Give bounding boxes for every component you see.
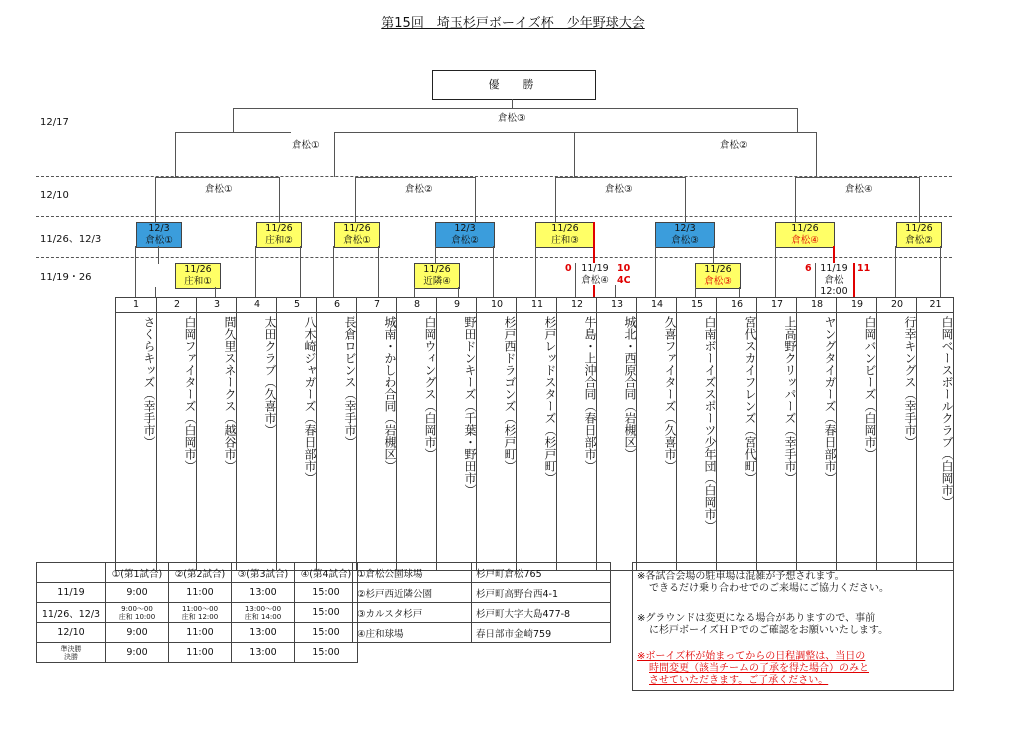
round-label-r32: 11/19・26 [40, 272, 92, 283]
team-column: 3 間久里スネークス（越谷市） [196, 298, 237, 570]
team-column: 16 宮代スカイフレンズ（宮代町） [716, 298, 757, 570]
notes-box: ※各試合会場の駐車場は混雑が予想されます。 できるだけ乗り合わせでのご来場にご協力ください。 ※グラウンドは変更になる場合がありますので、事前 に杉戸ボーイズＨＰでのご確認をお願いいたします。 ※ボーイズ杯が始まってからの日程調整は、当日の 時間変更（該当チームの了承を得た場合）のみと させていただきます。ご了承ください。 [632, 562, 954, 691]
r32-match-2: 11/26 近隣④ [414, 263, 460, 289]
team-column: 19 白岡バンビーズ（白岡市） [836, 298, 877, 570]
r32-match-1: 11/26 庄和① [175, 263, 221, 289]
team-column: 2 白岡ファイターズ（白岡市） [156, 298, 197, 570]
team-column: 11 杉戸レッドスターズ（杉戸町） [516, 298, 557, 570]
team-table [115, 297, 954, 571]
r16-match-2: 11/26 庄和② [256, 222, 302, 248]
venue-table: ①倉松公園球場 杉戸町倉松765 ②杉戸西近隣公園 杉戸町高野台西4-1 ③カルスタ杉戸 杉戸町大字大島477-8 ④庄和球場 春日部市金崎759 [352, 562, 611, 643]
team-column: 12 牛島・上沖合同（春日部市） [556, 298, 597, 570]
r16-match-7: 11/26 倉松④ [775, 222, 835, 248]
team-column: 8 白岡ウィングス（白岡市） [396, 298, 437, 570]
score-12: 0 [565, 263, 572, 274]
r32-match-4: 11/26 倉松③ [695, 263, 741, 289]
score-note: 4C [617, 275, 631, 286]
qf-venue-4: 倉松④ [845, 184, 873, 195]
team-column: 5 八木崎ジャガーズ（春日部市） [276, 298, 317, 570]
qf-venue-2: 倉松② [405, 184, 433, 195]
team-column: 15 白南ボーイズスポーツ少年団（白岡市） [676, 298, 717, 570]
r16-match-1: 12/3 倉松① [136, 222, 182, 248]
r16-match-3: 11/26 倉松① [334, 222, 380, 248]
team-column: 17 上高野クリッパーズ（幸手市） [756, 298, 797, 570]
team-column: 7 城南・かしわ合同（岩槻区） [356, 298, 397, 570]
r16-match-5: 11/26 庄和③ [535, 222, 595, 248]
team-column: 1 さくらキッズ（幸手市） [116, 298, 156, 570]
schedule-table: ①(第1試合) ②(第2試合) ③(第3試合) ④(第4試合) 11/19 9:00 11:00 13:00 15:00 11/26、12/3 9:00〜00 庄和 10:00 11:00〜00 庄和 12:00 13:00〜00 庄和 14:00 15:00 12/10 9:00 11:00 13:00 15:00 準決勝 決勝 9:00 11:00 13:00 15:00 [36, 562, 358, 663]
qf-venue-3: 倉松③ [605, 184, 633, 195]
round-label-final: 12/17 [40, 117, 69, 128]
r16-match-6: 12/3 倉松③ [655, 222, 715, 248]
team-column: 20 行幸キングス（幸手市） [876, 298, 917, 570]
score-13: 10 [617, 263, 631, 274]
score-18: 6 [805, 263, 812, 274]
semi-venue-left: 倉松① [292, 140, 320, 151]
round-separator [36, 257, 952, 258]
team-column: 21 白岡ベースボールクラブ（白岡市） [916, 298, 954, 570]
page-title: 第15回 埼玉杉戸ボーイズ杯 少年野球大会 [381, 16, 645, 31]
team-column: 14 久喜ファイターズ（久喜市） [636, 298, 677, 570]
team-column: 9 野田ドンキーズ（千葉・野田市） [436, 298, 477, 570]
round-label-r16: 11/26、12/3 [40, 234, 102, 245]
champion-box: 優 勝 [432, 70, 596, 100]
team-column: 13 城北・西原合同（岩槻区） [596, 298, 637, 570]
r16-match-8: 11/26 倉松② [896, 222, 942, 248]
final-venue: 倉松③ [498, 113, 526, 124]
team-column: 10 杉戸西ドラゴンズ（杉戸町） [476, 298, 517, 570]
team-column: 4 太田クラブ（久喜市） [236, 298, 277, 570]
r16-match-4: 12/3 倉松② [435, 222, 495, 248]
r32-match-5: 11/19 倉松 12:00 [815, 263, 853, 297]
score-19: 11 [857, 263, 871, 274]
team-column: 18 ヤングタイガーズ（春日部市） [796, 298, 837, 570]
r32-match-3: 11/19 倉松④ [575, 263, 615, 285]
round-separator [36, 216, 952, 217]
round-label-qf: 12/10 [40, 190, 69, 201]
team-column: 6 長倉ロビンス（幸手市） [316, 298, 357, 570]
semi-venue-right: 倉松② [720, 140, 748, 151]
qf-venue-1: 倉松① [205, 184, 233, 195]
